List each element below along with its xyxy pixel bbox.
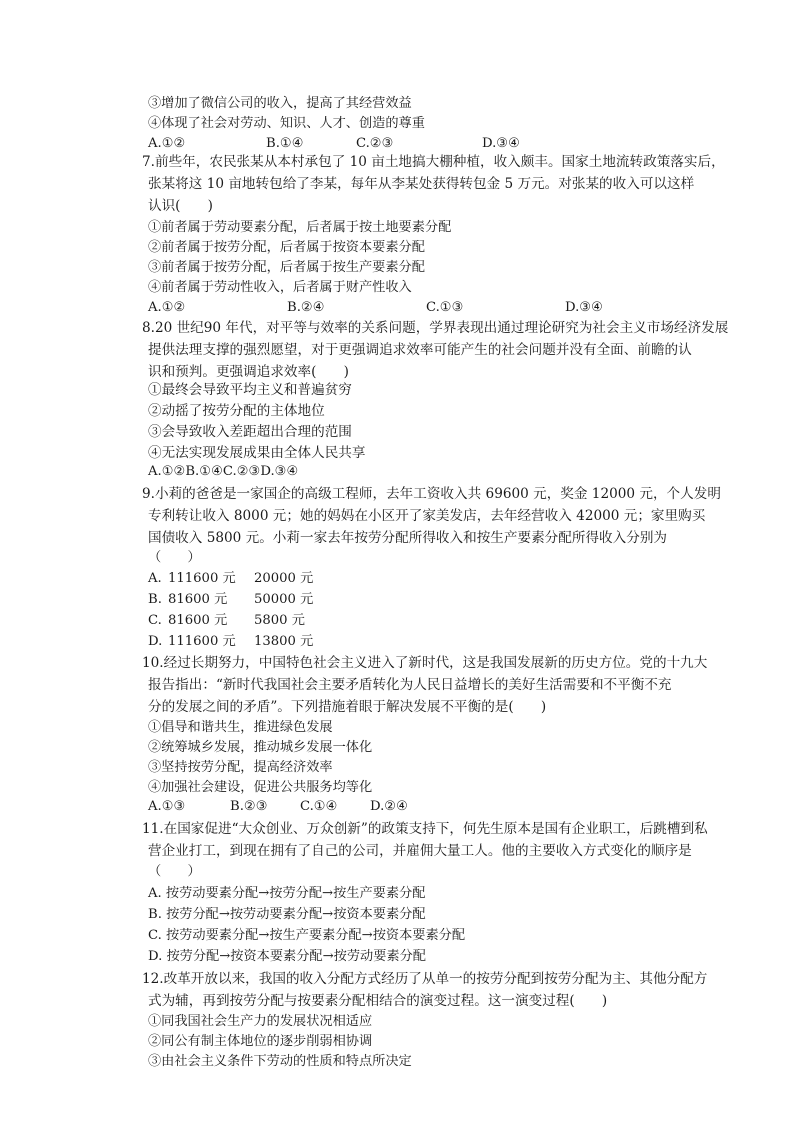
option-value-labor: 111600 元	[168, 571, 236, 586]
q8-statement-4: ④无法实现发展成果由全体人民共享	[148, 445, 366, 461]
q8-statement-1: ①最终会导致平均主义和普遍贫穷	[148, 382, 352, 398]
q6-statement-4: ④体现了社会对劳动、知识、人才、创造的尊重	[148, 116, 425, 131]
q11-option-d: D. 按劳分配→按资本要素分配→按劳动要素分配	[148, 949, 426, 964]
q11-stem-line-1: 11.在国家促进“大众创业、万众创新”的政策支持下，何先生原本是国有企业职工，后跳槽到私	[142, 821, 708, 837]
q11-option-c: C. 按劳动要素分配→按生产要素分配→按资本要素分配	[148, 928, 466, 943]
q7-statement-4: ④前者属于劳动性收入，后者属于财产性收入	[148, 280, 412, 295]
q9-stem-line-1: 9.小莉的爸爸是一家国企的高级工程师，去年工资收入共 69600 元，奖金 12000 元，个人发明	[142, 486, 721, 502]
option-a: A.①②	[148, 136, 186, 151]
q7-statement-1: ①前者属于劳动要素分配，后者属于按土地要素分配	[148, 220, 452, 235]
option-d: D.③④	[482, 136, 520, 151]
option-b: B.①④	[266, 136, 304, 151]
q7-statement-2: ②前者属于按劳分配，后者属于按资本要素分配	[148, 240, 425, 255]
q10-statement-1: ①倡导和谐共生，推进绿色发展	[148, 720, 333, 735]
option-label: A.	[148, 571, 162, 586]
option-value-factor: 13800 元	[254, 634, 314, 649]
option-value-labor: 81600 元	[168, 592, 228, 607]
q10-options	[148, 797, 408, 817]
option-value-labor: 111600 元	[168, 634, 236, 649]
q7-stem-line-3: 认识( )	[148, 198, 213, 214]
q12-statement-1: ①同我国社会生产力的发展状况相适应	[148, 1014, 373, 1029]
q10-stem-line-2: 报告指出：“新时代我国社会主要矛盾转化为人民日益增长的美好生活需要和不平衡不充	[148, 677, 672, 693]
q10-statement-3: ③坚持按劳分配，提高经济效率	[148, 760, 333, 775]
q6-options	[148, 134, 520, 154]
q10-statement-2: ②统筹城乡发展，推动城乡发展一体化	[148, 740, 373, 755]
q9-option-d	[148, 632, 313, 652]
option-a: A.①③	[148, 799, 186, 814]
q9-stem-line-4: （ ）	[148, 550, 201, 565]
q6-statement-3: ③增加了微信公司的收入，提高了其经营效益	[148, 96, 412, 111]
q8-options: A.①②B.①④C.②③D.③④	[148, 464, 299, 479]
option-b: B.②③	[230, 799, 268, 814]
option-value-labor: 81600 元	[168, 613, 228, 628]
q10-statement-4: ④加强社会建设，促进公共服务均等化	[148, 780, 373, 795]
option-c: C.②③	[356, 136, 394, 151]
q12-stem-line-1: 12.改革开放以来，我国的收入分配方式经历了从单一的按劳分配到按劳分配为主、其他分配方	[142, 971, 708, 987]
option-c: C.①④	[300, 799, 338, 814]
option-d: D.③④	[565, 300, 603, 315]
option-c: C.①③	[426, 300, 464, 315]
q8-stem-line-2: 提供法理支撑的强烈愿望，对于更强调追求效率可能产生的社会问题并没有全面、前瞻的认	[148, 342, 692, 358]
q7-options	[148, 298, 603, 318]
q9-stem-line-3: 国债收入 5800 元。小莉一家去年按劳分配所得收入和按生产要素分配所得收入分别为	[148, 530, 668, 546]
q9-option-b	[148, 590, 313, 610]
option-value-factor: 5800 元	[254, 613, 305, 628]
option-d: D.②④	[370, 799, 408, 814]
q8-statement-3: ③会导致收入差距超出合理的范围	[148, 424, 352, 440]
q8-statement-2: ②动摇了按劳分配的主体地位	[148, 403, 325, 419]
q10-stem-line-1: 10.经过长期努力，中国特色社会主义进入了新时代，这是我国发展新的历史方位。党的十九大	[142, 655, 708, 671]
q9-option-a	[148, 569, 313, 589]
option-label: D.	[148, 634, 163, 649]
q9-option-c	[148, 611, 305, 631]
q12-stem-line-2: 式为辅，再到按劳分配与按要素分配相结合的演变过程。这一演变过程( )	[148, 993, 608, 1009]
q12-statement-2: ②同公有制主体地位的逐步削弱相协调	[148, 1034, 373, 1049]
q7-statement-3: ③前者属于按劳分配，后者属于按生产要素分配	[148, 260, 425, 275]
q8-stem-line-3: 识和预判。更强调追求效率( )	[148, 364, 349, 380]
option-label: B.	[148, 592, 162, 607]
q11-stem-line-3: （ ）	[148, 864, 201, 879]
option-label: C.	[148, 613, 162, 628]
q10-stem-line-3: 分的发展之间的矛盾”。下列措施着眼于解决发展不平衡的是( )	[148, 699, 547, 715]
q12-statement-3: ③由社会主义条件下劳动的性质和特点所决定	[148, 1054, 412, 1069]
q11-stem-line-2: 营企业打工，到现在拥有了自己的公司，并雇佣大量工人。他的主要收入方式变化的顺序是	[148, 843, 692, 859]
option-value-factor: 50000 元	[254, 592, 314, 607]
option-value-factor: 20000 元	[254, 571, 314, 586]
q8-stem-line-1: 8.20 世纪90 年代，对平等与效率的关系问题，学界表现出通过理论研究为社会主义市场经济发展	[142, 320, 729, 336]
q9-stem-line-2: 专利转让收入 8000 元；她的妈妈在小区开了家美发店，去年经营收入 42000 元；家里购买	[148, 508, 706, 524]
option-b: B.②④	[287, 300, 325, 315]
q11-option-a: A. 按劳动要素分配→按劳分配→按生产要素分配	[148, 886, 426, 901]
q7-stem-line-1: 7.前些年，农民张某从本村承包了 10 亩土地搞大棚种植，收入颇丰。国家土地流转政策落实后，	[142, 154, 725, 170]
option-a: A.①②	[148, 300, 186, 315]
q11-option-b: B. 按劳分配→按劳动要素分配→按资本要素分配	[148, 907, 426, 922]
q7-stem-line-2: 张某将这 10 亩地转包给了李某，每年从李某处获得转包金 5 万元。对张某的收入可以这样	[148, 176, 695, 192]
